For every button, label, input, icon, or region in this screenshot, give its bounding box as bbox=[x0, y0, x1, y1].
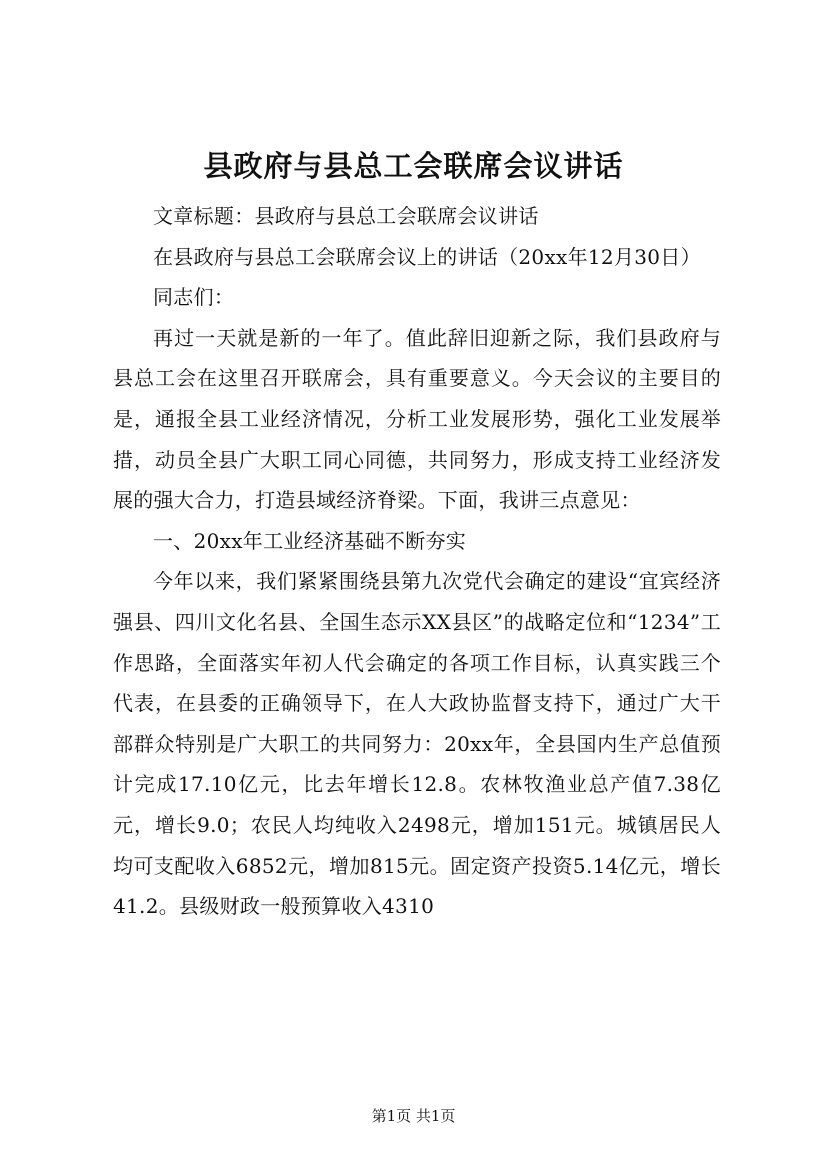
section-heading-1: 一、20xx年工业经济基础不断夯实 bbox=[153, 528, 467, 553]
intro-paragraph: 再过一天就是新的一年了。值此辞旧迎新之际，我们县政府与县总工会在这里召开联席会，具有重要意义。今天会议的主要目的是，通报全县工业经济情况，分析工业发展形势，强化工业发展举措，动员全县广大职工同心同德，共同努力，形成支持工业经济发展的强大合力，打造县域经济脊梁。下面，我讲三点意见： bbox=[113, 325, 721, 513]
article-title-line: 文章标题：县政府与县总工会联席会议讲话 bbox=[153, 204, 539, 228]
document-body bbox=[113, 196, 721, 927]
section-1-paragraph: 今年以来，我们紧紧围绕县第九次党代会确定的建设“宜宾经济强县、四川文化名县、全国生态示XX县区”的战略定位和“1234”工作思路，全面落实年初人代会确定的各项工作目标，认真实践三个代表，在县委的正确领导下，在人大政协监督支持下，通过广大干部群众特别是广大职工的共同努力：20xx年，全县国内生产总值预计完成17.10亿元，比去年增长12.8。农林牧渔业总产值7.38亿元，增长9.0；农民人均纯收入2498元，增加151元。城镇居民人均可支配收入6852元，增加815元。固定资产投资5.14亿元，增长41.2。县级财政一般预算收入4310 bbox=[113, 569, 721, 919]
salutation: 同志们： bbox=[153, 285, 235, 310]
speech-heading: 在县政府与县总工会联席会议上的讲话（20xx年12月30日） bbox=[153, 244, 701, 269]
document-title: 县政府与县总工会联席会议讲话 bbox=[203, 149, 624, 183]
page-number-footer: 第1页 共1页 bbox=[371, 1107, 456, 1125]
